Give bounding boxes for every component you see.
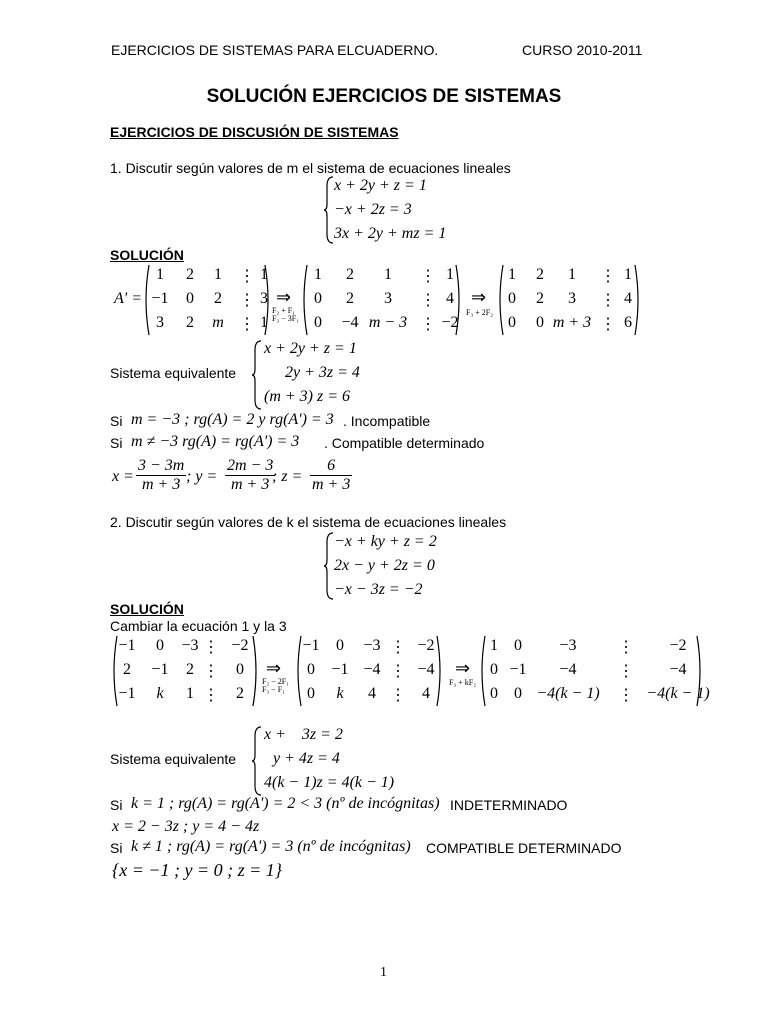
matrix-cell: 0 [490,685,498,702]
matrix-cell: −1 [151,290,169,307]
matrix-cell: 1 [260,266,268,283]
matrix-cell: −3 [559,637,577,654]
matrix-cell: ⋮ [203,639,219,656]
ex2-case2-math: k ≠ 1 ; rg(A) = rg(A') = 3 (nº de incógnitas) [131,838,411,855]
matrix-cell: 0 [314,290,322,307]
matrix-cell: 3 [568,290,576,307]
matrix-cell: −2 [231,637,249,654]
ex2-case1-si: Si [110,797,123,813]
matrix-cell: 1 [156,266,164,283]
ex1-system-brace [324,176,334,244]
ex2-eq-3: −x − 3z = −2 [334,581,423,598]
ex1-sol-x-den: m + 3 [142,476,181,493]
matrix-cell: −1 [118,637,136,654]
matrix-cell: 0 [186,290,194,307]
matrix-cell: ⋮ [239,268,255,285]
matrix-cell: ⋮ [390,687,406,704]
matrix-cell: 1 [314,266,322,283]
ex1-solution-label: SOLUCIÓN [110,247,184,263]
ex1-matrix-label: A' = [114,290,142,307]
ex1-eq-2: −x + 2z = 3 [334,201,412,218]
ex1-arrow-1: ⇒ [276,287,292,307]
ex1-sol-y-num: 2m − 3 [227,457,274,474]
matrix-cell: −2 [669,637,687,654]
ex1-arrow-2: ⇒ [471,287,487,307]
matrix-cell: 0 [156,637,164,654]
section-heading: EJERCICIOS DE DISCUSIÓN DE SISTEMAS [110,124,399,140]
left-paren [294,635,302,707]
matrix-cell: 1 [384,266,392,283]
ex2-case2-si: Si [110,840,123,856]
ex2-arrow-1: ⇒ [266,658,282,678]
matrix-cell: 2 [186,661,194,678]
matrix-cell: 1 [568,266,576,283]
ex2-statement: 2. Discutir según valores de k el sistema de ecuaciones lineales [110,514,507,530]
left-paren [300,264,308,336]
matrix-cell: 6 [624,314,632,331]
matrix-cell: −4 [559,661,577,678]
matrix-cell: 0 [236,661,244,678]
ex1-sol-z-num: 6 [310,457,352,476]
ex2-equiv-brace [252,726,262,796]
ex2-equiv-2: y + 4z = 4 [273,750,340,767]
page-number: 1 [380,965,387,980]
ex1-sol-x-lhs: x = [112,468,134,485]
ex2-swap-text: Cambiar la ecuación 1 y la 3 [110,618,287,634]
ex2-op1-b: F₃ − F₁ [262,685,285,694]
right-paren [252,635,260,707]
ex1-op1-b: F₃ − 3F₁ [272,314,299,323]
ex1-case1-math: m = −3 ; rg(A) = 2 y rg(A') = 3 [131,411,334,428]
matrix-cell: ⋮ [600,268,616,285]
left-paren [496,264,504,336]
ex2-system-brace [324,532,334,600]
matrix-cell: ⋮ [390,663,406,680]
matrix-cell: m [212,314,224,331]
matrix-cell: ⋮ [600,316,616,333]
ex1-sol-z-frac [310,457,352,494]
matrix-cell: m − 3 [368,314,408,331]
ex2-equiv-3: 4(k − 1)z = 4(k − 1) [264,774,395,791]
matrix-cell: 4 [422,685,430,702]
matrix-cell: −1 [331,661,349,678]
matrix-cell: −1 [509,661,527,678]
matrix-cell: −2 [441,314,459,331]
matrix-cell: 3 [384,290,392,307]
matrix-cell: −4 [341,314,359,331]
ex1-equiv-1: x + 2y + z = 1 [264,340,357,357]
ex1-case2-si: Si [110,435,123,451]
ex1-case1-text: . Incompatible [343,413,431,429]
matrix-cell: −4 [417,661,435,678]
matrix-cell: 0 [514,637,522,654]
matrix-cell: 4 [368,685,376,702]
ex1-equiv-2: 2y + 3z = 4 [285,364,360,381]
ex2-case2-text: COMPATIBLE DETERMINADO [426,840,622,856]
ex1-sol-z-lhs: ; z = [272,468,303,485]
ex1-case2-text: . Compatible determinado [324,435,485,451]
ex1-eq-1: x + 2y + z = 1 [334,177,427,194]
header-right: CURSO 2010-2011 [522,42,643,58]
matrix-cell: 4 [446,290,454,307]
matrix-cell: 3 [156,314,164,331]
matrix-cell: 2 [536,266,544,283]
left-paren [478,635,486,707]
matrix-cell: 2 [346,290,354,307]
ex1-op2: F₃ + 2F₂ [466,308,493,317]
matrix-cell: 2 [186,314,194,331]
matrix-cell: k [336,685,344,702]
ex2-case1-math: k = 1 ; rg(A) = rg(A') = 2 < 3 (nº de incógnitas) [131,795,440,812]
matrix-cell: 0 [514,685,522,702]
matrix-cell: 3 [260,290,268,307]
matrix-cell: 0 [508,290,516,307]
matrix-cell: 0 [314,314,322,331]
ex1-sol-y-lhs: ; y = [186,468,218,485]
ex1-equiv-label: Sistema equivalente [110,365,237,381]
matrix-cell: −1 [151,661,169,678]
page-title: SOLUCIÓN EJERCICIOS DE SISTEMAS [206,86,562,107]
ex1-equiv-brace [252,340,262,410]
matrix-cell: −3 [181,637,199,654]
matrix-cell: 2 [186,266,194,283]
right-paren [436,635,444,707]
ex1-eq-3: 3x + 2y + mz = 1 [334,225,447,242]
ex2-op2: F₃ + kF₂ [449,678,476,687]
matrix-cell: 0 [536,314,544,331]
matrix-cell: −4(k − 1) [646,685,710,702]
matrix-cell: 2 [214,290,222,307]
matrix-cell: 2 [346,266,354,283]
ex2-eq-2: 2x − y + 2z = 0 [334,557,435,574]
matrix-cell: ⋮ [420,268,436,285]
left-paren [110,635,118,707]
matrix-cell: 1 [624,266,632,283]
matrix-cell: −4(k − 1) [536,685,600,702]
matrix-cell: 0 [336,637,344,654]
matrix-cell: 1 [260,314,268,331]
ex2-eq-1: −x + ky + z = 2 [334,533,437,550]
matrix-cell: k [156,685,164,702]
matrix-cell: −3 [363,637,381,654]
ex1-sol-z-den: m + 3 [312,476,351,493]
matrix-cell: 2 [236,685,244,702]
matrix-cell: −1 [302,637,320,654]
matrix-cell: 0 [490,661,498,678]
ex2-equiv-1: x + 3z = 2 [264,726,343,743]
ex2-arrow-2: ⇒ [455,658,471,678]
matrix-cell: −1 [118,685,136,702]
header-left: EJERCICIOS DE SISTEMAS PARA ELCUADERNO. [111,42,439,58]
ex1-case1-si: Si [110,413,123,429]
matrix-cell: ⋮ [203,663,219,680]
matrix-cell: −4 [363,661,381,678]
matrix-cell: ⋮ [618,639,634,656]
matrix-cell: 2 [536,290,544,307]
ex2-solution-label: SOLUCIÓN [110,601,184,617]
matrix-cell: ⋮ [600,292,616,309]
ex1-sol-y-den: m + 3 [231,476,270,493]
matrix-cell: 0 [508,314,516,331]
ex1-statement: 1. Discutir según valores de m el sistema de ecuaciones lineales [110,160,511,176]
matrix-cell: 1 [186,685,194,702]
ex1-equiv-3: (m + 3) z = 6 [264,388,351,405]
ex2-equiv-label: Sistema equivalente [110,751,237,767]
ex2-case1-text: INDETERMINADO [450,797,568,813]
matrix-cell: ⋮ [618,687,634,704]
matrix-cell: ⋮ [239,316,255,333]
matrix-cell: −2 [417,637,435,654]
matrix-cell: 1 [508,266,516,283]
ex1-sol-x-frac [136,457,186,494]
ex1-case2-math: m ≠ −3 rg(A) = rg(A') = 3 [131,433,300,450]
ex2-op1-a: F₂ − 2F₁ [262,677,289,686]
ex2-case1-sol: x = 2 − 3z ; y = 4 − 4z [112,818,260,835]
ex2-case2-sol: {x = −1 ; y = 0 ; z = 1} [112,860,282,880]
ex1-sol-x-num: 3 − 3m [138,457,185,474]
right-paren [634,264,642,336]
matrix-cell: 0 [307,661,315,678]
matrix-cell: −4 [669,661,687,678]
matrix-cell: 2 [123,661,131,678]
matrix-cell: ⋮ [618,663,634,680]
matrix-cell: ⋮ [239,292,255,309]
matrix-cell: ⋮ [390,639,406,656]
matrix-cell: ⋮ [203,687,219,704]
matrix-cell: ⋮ [420,292,436,309]
matrix-cell: 1 [490,637,498,654]
left-paren [142,264,150,336]
matrix-cell: m + 3 [552,314,592,331]
matrix-cell: ⋮ [420,316,436,333]
matrix-cell: 4 [624,290,632,307]
ex1-op1-a: F₂ + F₁ [272,306,295,315]
matrix-cell: 0 [307,685,315,702]
ex1-sol-y-frac [225,457,275,494]
matrix-cell: 1 [214,266,222,283]
matrix-cell: 1 [446,266,454,283]
